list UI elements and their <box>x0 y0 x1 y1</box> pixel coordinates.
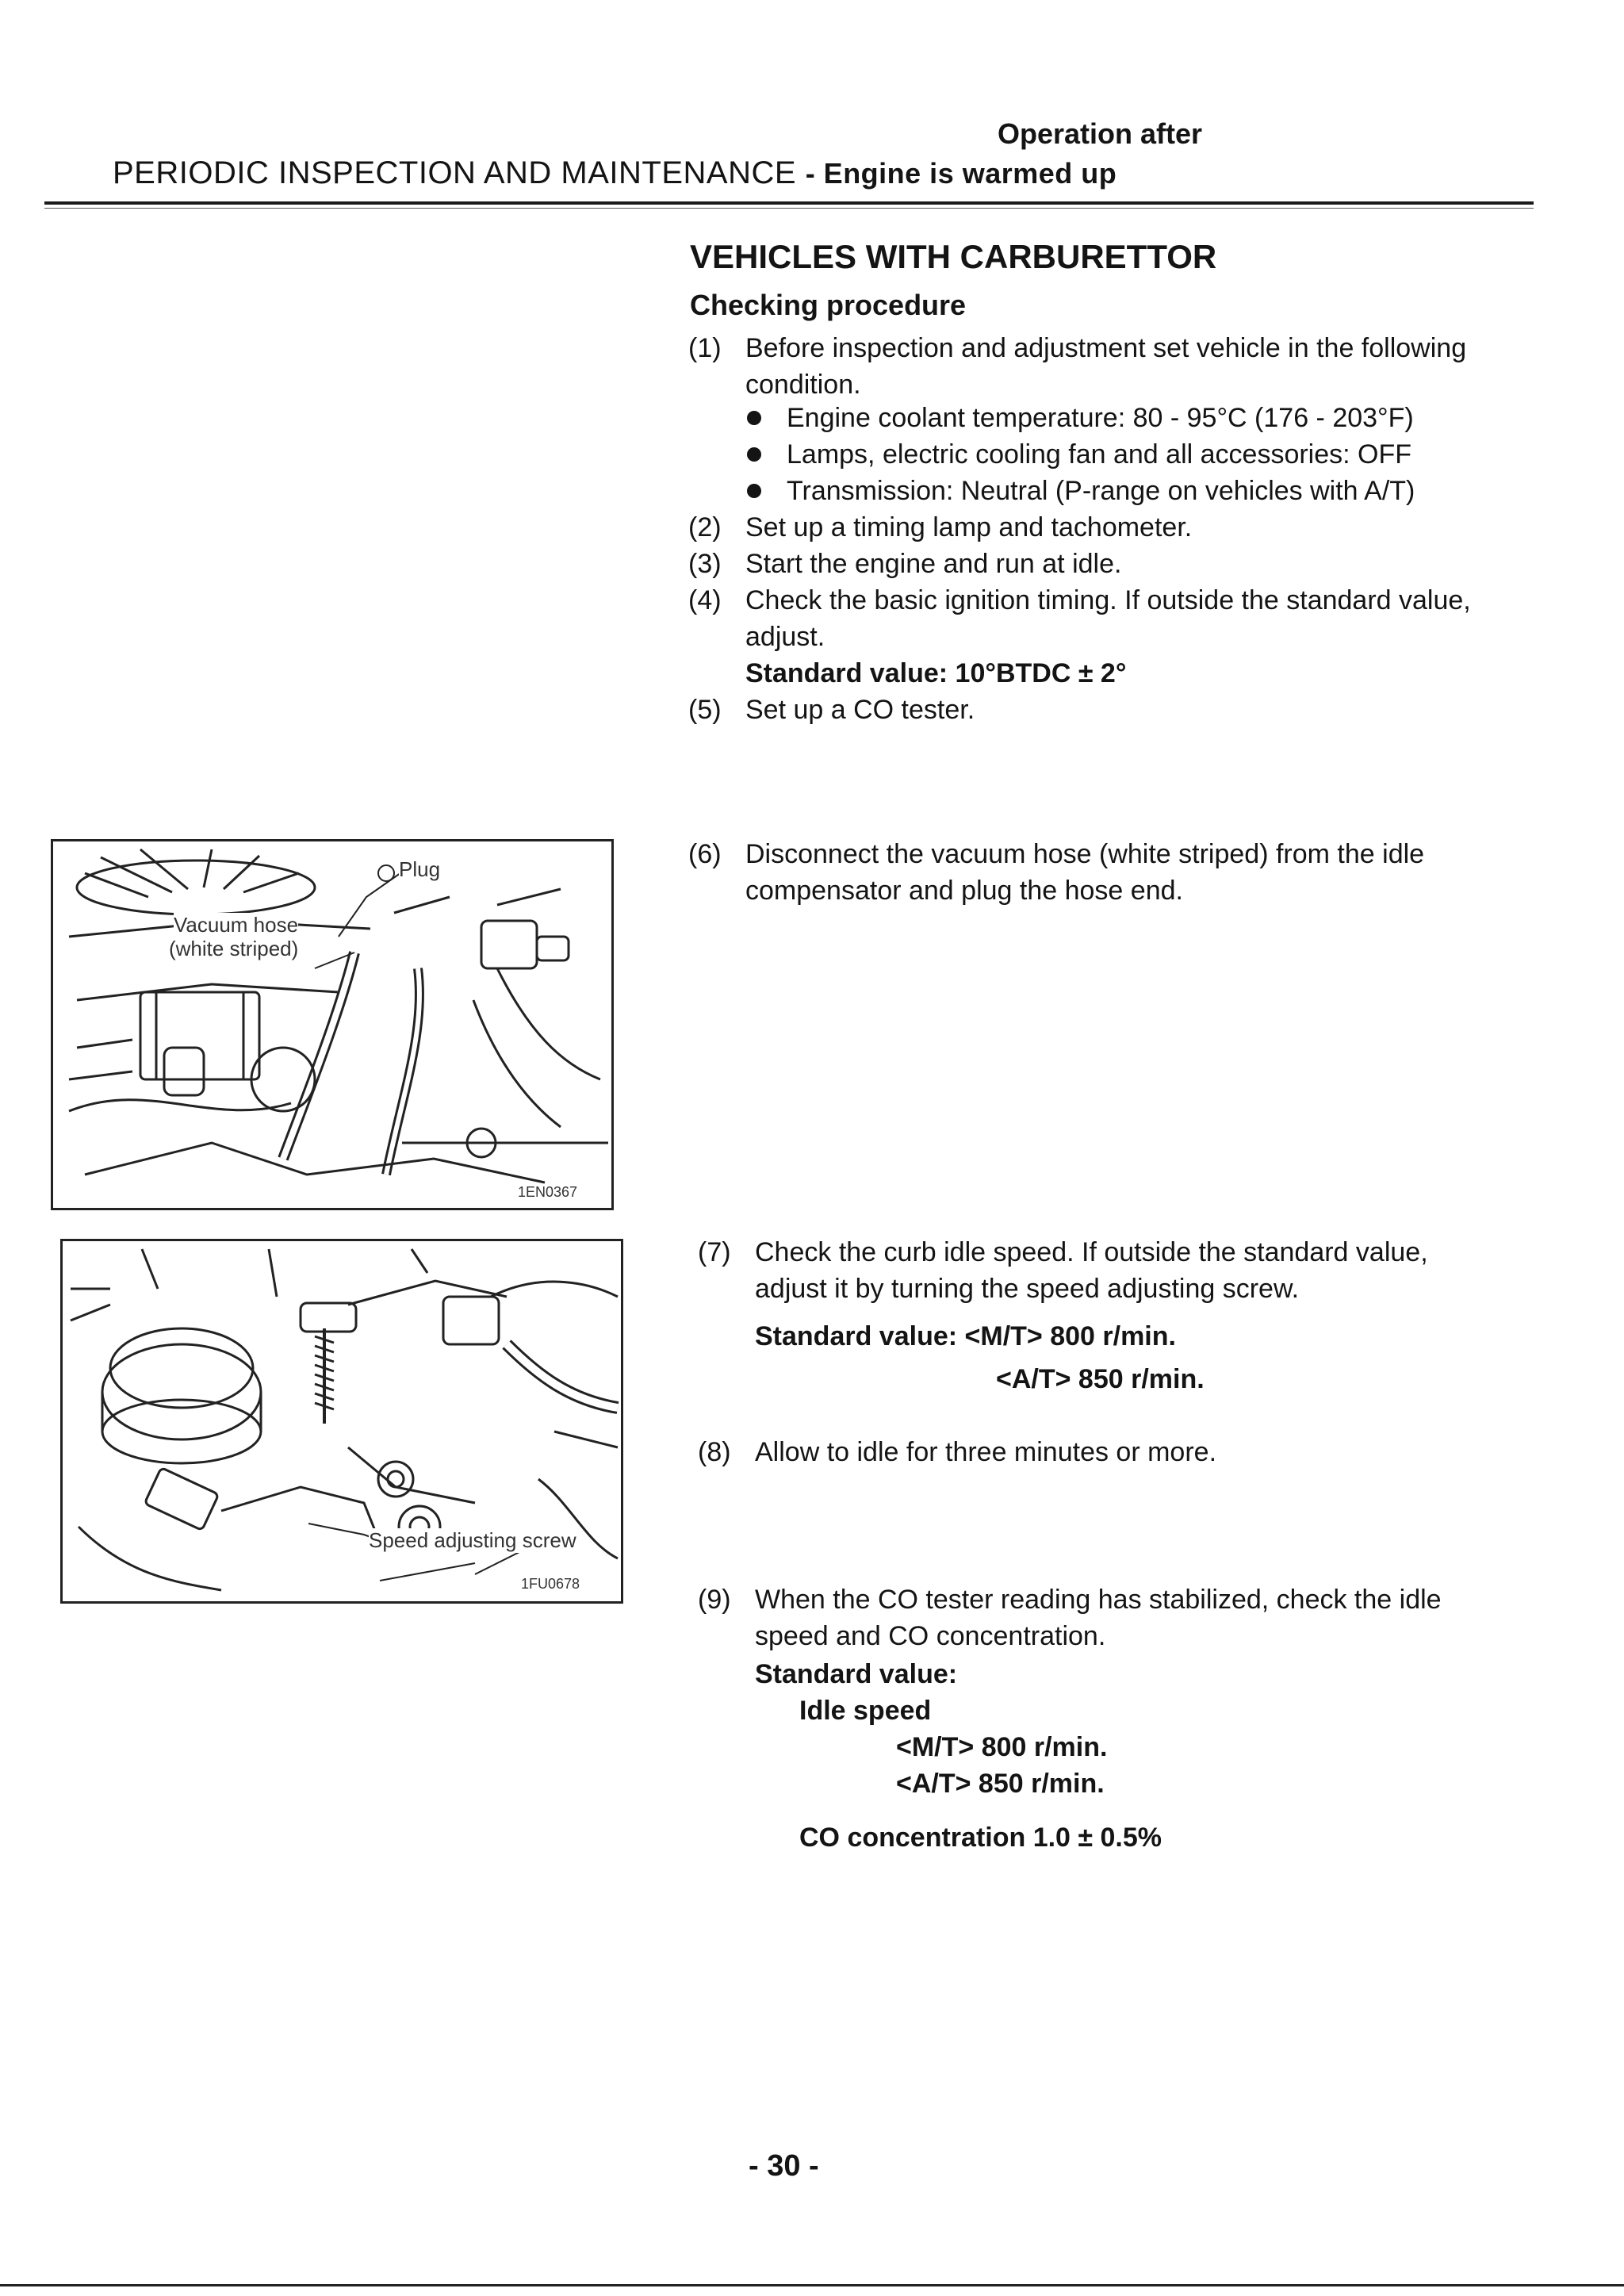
callout-vacuum-hose: Vacuum hose <box>174 913 299 937</box>
step-text: Set up a timing lamp and tachometer. <box>745 512 1193 542</box>
list-item-text: Transmission: Neutral (P-range on vehicles with A/T) <box>787 476 1415 506</box>
header-subtitle-line1: Operation after <box>997 117 1202 150</box>
step-text-line1: Before inspection and adjustment set vehicle in the following <box>745 333 1467 363</box>
figure-code: 1EN0367 <box>518 1184 578 1200</box>
step-text-line2: compensator and plug the hose end. <box>745 876 1183 906</box>
step-number: (5) <box>688 695 722 725</box>
page-header <box>113 155 1116 191</box>
standard-value-at: <A/T> 850 r/min. <box>996 1364 1205 1394</box>
step-text: Allow to idle for three minutes or more. <box>755 1437 1217 1467</box>
idle-speed-mt: <M/T> 800 r/min. <box>896 1732 1108 1762</box>
list-item-text: Lamps, electric cooling fan and all accessories: OFF <box>787 439 1412 470</box>
standard-value-label: Standard value: <box>745 658 948 688</box>
step-text-line1: Disconnect the vacuum hose (white striped) from the idle <box>745 839 1425 869</box>
step-number: (2) <box>688 512 722 542</box>
callout-white-striped: (white striped) <box>169 937 299 960</box>
section-subtitle: Checking procedure <box>690 289 967 321</box>
list-item <box>742 400 1575 436</box>
step-4 <box>688 582 1561 693</box>
header-rule-thin <box>44 208 1534 209</box>
figure-vacuum-hose <box>51 839 614 1210</box>
header-subtitle <box>998 117 1224 151</box>
bullet-icon <box>747 447 761 462</box>
bullet-icon <box>747 484 761 498</box>
header-subtitle-line2: - Engine is warmed up <box>805 157 1117 190</box>
idle-speed-label: Idle speed <box>799 1696 932 1726</box>
step-text-line2: speed and CO concentration. <box>755 1621 1106 1651</box>
standard-value-label: Standard value: <box>755 1659 958 1689</box>
step-number: (6) <box>688 839 722 869</box>
header-rule <box>44 201 1534 205</box>
step-2 <box>688 509 1561 546</box>
standard-value <box>745 655 1126 692</box>
bullet-icon <box>747 411 761 425</box>
step-text: Start the engine and run at idle. <box>745 549 1122 579</box>
co-concentration: CO concentration 1.0 ± 0.5% <box>799 1823 1162 1853</box>
step-text-line2: adjust. <box>745 622 825 652</box>
step-7 <box>698 1234 1578 1416</box>
step-number: (7) <box>698 1237 731 1267</box>
step-3 <box>688 546 1561 582</box>
step-text-line1: Check the basic ignition timing. If outside the standard value, <box>745 585 1471 615</box>
step-number: (4) <box>688 585 722 615</box>
standard-value-number: 10°BTDC ± 2° <box>955 658 1127 688</box>
footer-rule <box>0 2284 1624 2286</box>
list-item-text: Engine coolant temperature: 80 - 95°C (176 - 203°F) <box>787 403 1414 433</box>
step-number: (9) <box>698 1585 731 1615</box>
engine-illustration <box>53 841 611 1208</box>
section-title: VEHICLES WITH CARBURETTOR <box>690 238 1217 275</box>
page-number: - 30 - <box>749 2149 819 2183</box>
callout-speed-adjusting-screw: Speed adjusting screw <box>369 1528 576 1552</box>
standard-value-label: Standard value: <box>755 1321 958 1351</box>
step-5 <box>688 692 1561 728</box>
step-number: (3) <box>688 549 722 579</box>
step-8 <box>698 1434 1570 1470</box>
idle-speed-at: <A/T> 850 r/min. <box>896 1769 1105 1799</box>
step-6 <box>688 836 1561 909</box>
step-text-line2: adjust it by turning the speed adjusting screw. <box>755 1274 1300 1304</box>
figure-speed-adjusting-screw <box>60 1239 623 1604</box>
step-text: Set up a CO tester. <box>745 695 975 725</box>
header-title: PERIODIC INSPECTION AND MAINTENANCE <box>113 155 797 190</box>
step-number: (8) <box>698 1437 731 1467</box>
list-item <box>742 436 1575 473</box>
standard-value <box>755 1318 1176 1355</box>
step-text-line1: Check the curb idle speed. If outside the standard value, <box>755 1237 1428 1267</box>
step-text-line2: condition. <box>745 370 861 400</box>
condition-list <box>742 400 1575 509</box>
callout-plug: Plug <box>399 857 441 881</box>
step-1 <box>688 330 1561 403</box>
figure-code: 1FU0678 <box>521 1576 580 1592</box>
list-item <box>742 473 1575 509</box>
step-9 <box>698 1581 1578 1875</box>
step-number: (1) <box>688 333 722 363</box>
step-text-line1: When the CO tester reading has stabilized, check the idle <box>755 1585 1442 1615</box>
standard-value-mt: <M/T> 800 r/min. <box>964 1321 1176 1351</box>
